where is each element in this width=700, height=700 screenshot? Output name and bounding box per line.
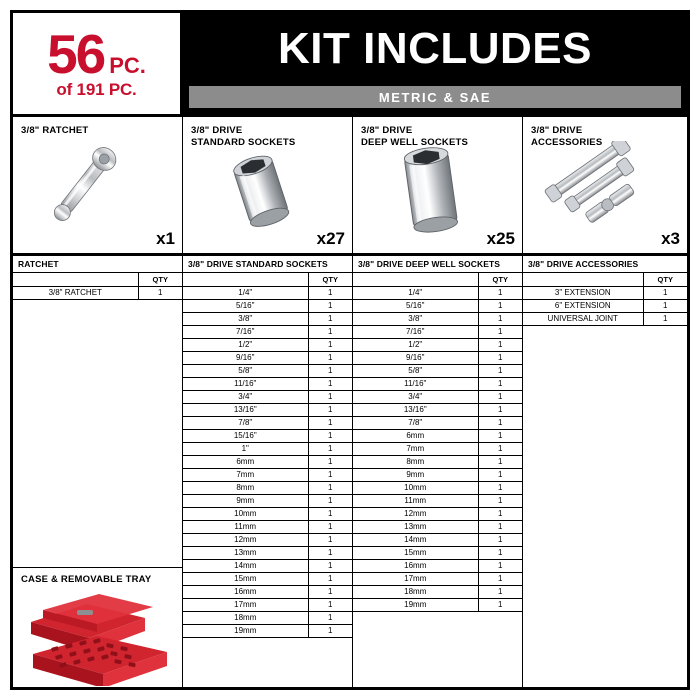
row-qty: 1: [478, 520, 522, 533]
table-row: [183, 533, 352, 546]
row-qty: 1: [478, 559, 522, 572]
row-name: 18mm: [353, 585, 478, 598]
table-row: [183, 520, 352, 533]
row-name: 10mm: [183, 507, 308, 520]
row-name: 19mm: [353, 598, 478, 611]
table-row: [183, 390, 352, 403]
table-row: [353, 325, 522, 338]
row-qty: 1: [308, 338, 352, 351]
row-qty: 1: [478, 455, 522, 468]
row-name: 5/8": [353, 364, 478, 377]
table-row: [353, 442, 522, 455]
page-title: KIT INCLUDES: [278, 23, 592, 73]
table-row: [353, 455, 522, 468]
table-deep-well-sockets: [353, 273, 522, 612]
row-qty: 1: [308, 351, 352, 364]
row-name: 11mm: [183, 520, 308, 533]
image-cell-ratchet: [13, 117, 183, 253]
table-row: [183, 416, 352, 429]
table-row: [353, 364, 522, 377]
table-row: [183, 494, 352, 507]
image-cell-accessories-title-l1: 3/8" DRIVE: [531, 125, 583, 136]
row-name: 17mm: [353, 572, 478, 585]
row-name: 13/16": [353, 403, 478, 416]
table-row: [13, 286, 182, 299]
col-header-name: [183, 273, 308, 286]
row-name: 7mm: [183, 468, 308, 481]
row-name: 18mm: [183, 611, 308, 624]
row-name: 13mm: [353, 520, 478, 533]
table-row: [183, 572, 352, 585]
row-qty: 1: [308, 468, 352, 481]
row-name: 3/8": [183, 312, 308, 325]
table-row: [183, 325, 352, 338]
image-cell-deep-qty: x25: [486, 229, 515, 248]
row-qty: 1: [643, 299, 687, 312]
table-row: [523, 299, 687, 312]
row-qty: 1: [478, 494, 522, 507]
image-cell-standard-title-l1: 3/8" DRIVE: [191, 125, 243, 136]
row-name: 5/8": [183, 364, 308, 377]
row-name: 14mm: [183, 559, 308, 572]
row-name: 15mm: [353, 546, 478, 559]
row-qty: 1: [478, 299, 522, 312]
row-name: 7/8": [353, 416, 478, 429]
row-name: 5/16": [353, 299, 478, 312]
table-row: [183, 299, 352, 312]
table-row: [183, 377, 352, 390]
row-qty: 1: [308, 442, 352, 455]
row-name: 19mm: [183, 624, 308, 637]
table-accessories: [523, 273, 687, 326]
row-name: 12mm: [183, 533, 308, 546]
row-name: 1/4": [183, 286, 308, 299]
table-row: [183, 338, 352, 351]
row-qty: 1: [308, 546, 352, 559]
row-qty: 1: [478, 442, 522, 455]
row-qty: 1: [478, 533, 522, 546]
image-cell-deep-title-l1: 3/8" DRIVE: [361, 125, 413, 136]
row-name: 3/8" RATCHET: [13, 286, 138, 299]
row-name: 16mm: [183, 585, 308, 598]
row-qty: 1: [308, 533, 352, 546]
row-name: 12mm: [353, 507, 478, 520]
header-title-block: [183, 13, 687, 114]
table-row: [183, 455, 352, 468]
row-qty: 1: [308, 312, 352, 325]
table-column-accessories: [523, 256, 687, 687]
row-qty: 1: [308, 572, 352, 585]
row-name: 15/16": [183, 429, 308, 442]
row-qty: 1: [478, 403, 522, 416]
row-qty: 1: [478, 325, 522, 338]
product-image-strip: [13, 117, 687, 256]
table-row: [183, 429, 352, 442]
row-qty: 1: [308, 520, 352, 533]
row-qty: 1: [308, 429, 352, 442]
table-heading-ratchet: RATCHET: [13, 256, 182, 273]
row-name: 17mm: [183, 598, 308, 611]
table-row: [353, 286, 522, 299]
row-qty: 1: [478, 585, 522, 598]
table-row: [183, 598, 352, 611]
table-row: [353, 533, 522, 546]
row-name: 6" EXTENSION: [523, 299, 643, 312]
table-row: [183, 611, 352, 624]
table-header-row: [353, 273, 522, 286]
table-row: [183, 624, 352, 637]
row-qty: 1: [478, 286, 522, 299]
table-column-deep-sockets: [353, 256, 523, 687]
image-cell-accessories-qty: x3: [661, 229, 680, 248]
row-name: 9/16": [183, 351, 308, 364]
header: [13, 13, 687, 117]
table-row: [183, 403, 352, 416]
table-row: [353, 598, 522, 611]
col-header-name: [523, 273, 643, 286]
row-qty: 1: [478, 416, 522, 429]
row-name: 10mm: [353, 481, 478, 494]
table-row: [353, 585, 522, 598]
row-qty: 1: [643, 312, 687, 325]
tables-area: [13, 256, 687, 687]
row-qty: 1: [478, 598, 522, 611]
row-name: 11/16": [353, 377, 478, 390]
case-and-tray-block: [13, 567, 182, 687]
table-row: [353, 390, 522, 403]
row-name: 5/16": [183, 299, 308, 312]
table-row: [523, 286, 687, 299]
image-cell-standard-title-l2: STANDARD SOCKETS: [191, 136, 296, 148]
image-cell-accessories-title-l2: ACCESSORIES: [531, 136, 603, 148]
table-column-standard-sockets: [183, 256, 353, 687]
row-name: 11/16": [183, 377, 308, 390]
row-name: 1/2": [353, 338, 478, 351]
piece-count-of: of 191 PC.: [56, 80, 137, 100]
table-header-row: [13, 273, 182, 286]
row-qty: 1: [308, 377, 352, 390]
table-standard-sockets: [183, 273, 352, 638]
table-row: [353, 468, 522, 481]
row-qty: 1: [308, 585, 352, 598]
row-qty: 1: [138, 286, 182, 299]
row-qty: 1: [308, 481, 352, 494]
table-row: [353, 429, 522, 442]
row-qty: 1: [308, 507, 352, 520]
image-cell-ratchet-title: 3/8" RATCHET: [21, 125, 89, 136]
table-row: [353, 299, 522, 312]
row-qty: 1: [308, 299, 352, 312]
row-name: 3/4": [183, 390, 308, 403]
piece-count-unit: PC.: [109, 52, 146, 78]
row-name: 11mm: [353, 494, 478, 507]
row-qty: 1: [308, 559, 352, 572]
col-header-name: [13, 273, 138, 286]
kit-frame: [10, 10, 690, 690]
piece-count-block: [13, 13, 183, 114]
image-cell-deep-sockets: [353, 117, 523, 253]
row-qty: 1: [478, 377, 522, 390]
row-name: 8mm: [353, 455, 478, 468]
table-heading-deep: 3/8" DRIVE DEEP WELL SOCKETS: [353, 256, 522, 273]
row-name: 6mm: [353, 429, 478, 442]
row-qty: 1: [478, 312, 522, 325]
row-qty: 1: [478, 390, 522, 403]
row-qty: 1: [478, 572, 522, 585]
table-header-row: [183, 273, 352, 286]
table-row: [353, 546, 522, 559]
row-name: 9mm: [183, 494, 308, 507]
row-qty: 1: [308, 624, 352, 637]
row-name: 15mm: [183, 572, 308, 585]
row-qty: 1: [308, 494, 352, 507]
row-qty: 1: [308, 286, 352, 299]
table-row: [183, 364, 352, 377]
table-row: [183, 312, 352, 325]
image-cell-deep-title-l2: DEEP WELL SOCKETS: [361, 136, 469, 148]
row-name: 8mm: [183, 481, 308, 494]
table-row: [353, 520, 522, 533]
row-name: 9/16": [353, 351, 478, 364]
row-name: 6mm: [183, 455, 308, 468]
row-name: 1": [183, 442, 308, 455]
table-row: [523, 312, 687, 325]
row-name: 7mm: [353, 442, 478, 455]
image-cell-standard-qty: x27: [316, 229, 345, 248]
row-qty: 1: [478, 364, 522, 377]
piece-count-line: [47, 22, 146, 85]
row-name: 3/8": [353, 312, 478, 325]
row-qty: 1: [308, 325, 352, 338]
col-header-qty: QTY: [138, 273, 182, 286]
table-heading-accessories: 3/8" DRIVE ACCESSORIES: [523, 256, 687, 273]
table-row: [353, 507, 522, 520]
table-row: [183, 546, 352, 559]
image-cell-ratchet-qty: x1: [156, 229, 175, 248]
table-heading-standard: 3/8" DRIVE STANDARD SOCKETS: [183, 256, 352, 273]
row-qty: 1: [478, 481, 522, 494]
row-qty: 1: [308, 611, 352, 624]
table-row: [353, 403, 522, 416]
row-name: 7/16": [183, 325, 308, 338]
row-name: 1/4": [353, 286, 478, 299]
col-header-qty: QTY: [478, 273, 522, 286]
table-row: [353, 494, 522, 507]
row-qty: 1: [478, 338, 522, 351]
row-qty: 1: [478, 351, 522, 364]
table-row: [353, 312, 522, 325]
image-cell-standard-sockets: [183, 117, 353, 253]
row-name: 7/8": [183, 416, 308, 429]
table-row: [183, 351, 352, 364]
case-title: CASE & REMOVABLE TRAY: [21, 574, 152, 585]
table-row: [353, 377, 522, 390]
piece-count-number: 56: [47, 22, 105, 85]
row-qty: 1: [643, 286, 687, 299]
table-header-row: [523, 273, 687, 286]
row-name: UNIVERSAL JOINT: [523, 312, 643, 325]
row-name: 14mm: [353, 533, 478, 546]
table-row: [183, 585, 352, 598]
row-qty: 1: [478, 468, 522, 481]
row-qty: 1: [478, 429, 522, 442]
row-name: 1/2": [183, 338, 308, 351]
table-row: [183, 442, 352, 455]
row-name: 13/16": [183, 403, 308, 416]
row-qty: 1: [308, 598, 352, 611]
subtitle-bar: METRIC & SAE: [189, 86, 681, 108]
col-header-qty: QTY: [643, 273, 687, 286]
row-qty: 1: [308, 364, 352, 377]
table-row: [183, 481, 352, 494]
table-row: [353, 338, 522, 351]
table-row: [183, 286, 352, 299]
table-column-ratchet: [13, 256, 183, 687]
row-name: 7/16": [353, 325, 478, 338]
row-name: 16mm: [353, 559, 478, 572]
table-row: [183, 468, 352, 481]
row-name: 3" EXTENSION: [523, 286, 643, 299]
row-qty: 1: [478, 507, 522, 520]
table-ratchet: [13, 273, 182, 300]
col-header-name: [353, 273, 478, 286]
row-qty: 1: [308, 390, 352, 403]
col-header-qty: QTY: [308, 273, 352, 286]
table-row: [353, 416, 522, 429]
table-row: [183, 507, 352, 520]
row-qty: 1: [308, 455, 352, 468]
row-name: 9mm: [353, 468, 478, 481]
table-row: [353, 559, 522, 572]
table-row: [183, 559, 352, 572]
table-row: [353, 351, 522, 364]
image-cell-accessories: [523, 117, 687, 253]
row-name: 13mm: [183, 546, 308, 559]
table-row: [353, 481, 522, 494]
row-qty: 1: [308, 416, 352, 429]
case-tray-icon: [17, 588, 177, 691]
row-qty: 1: [478, 546, 522, 559]
row-name: 3/4": [353, 390, 478, 403]
row-qty: 1: [308, 403, 352, 416]
table-row: [353, 572, 522, 585]
